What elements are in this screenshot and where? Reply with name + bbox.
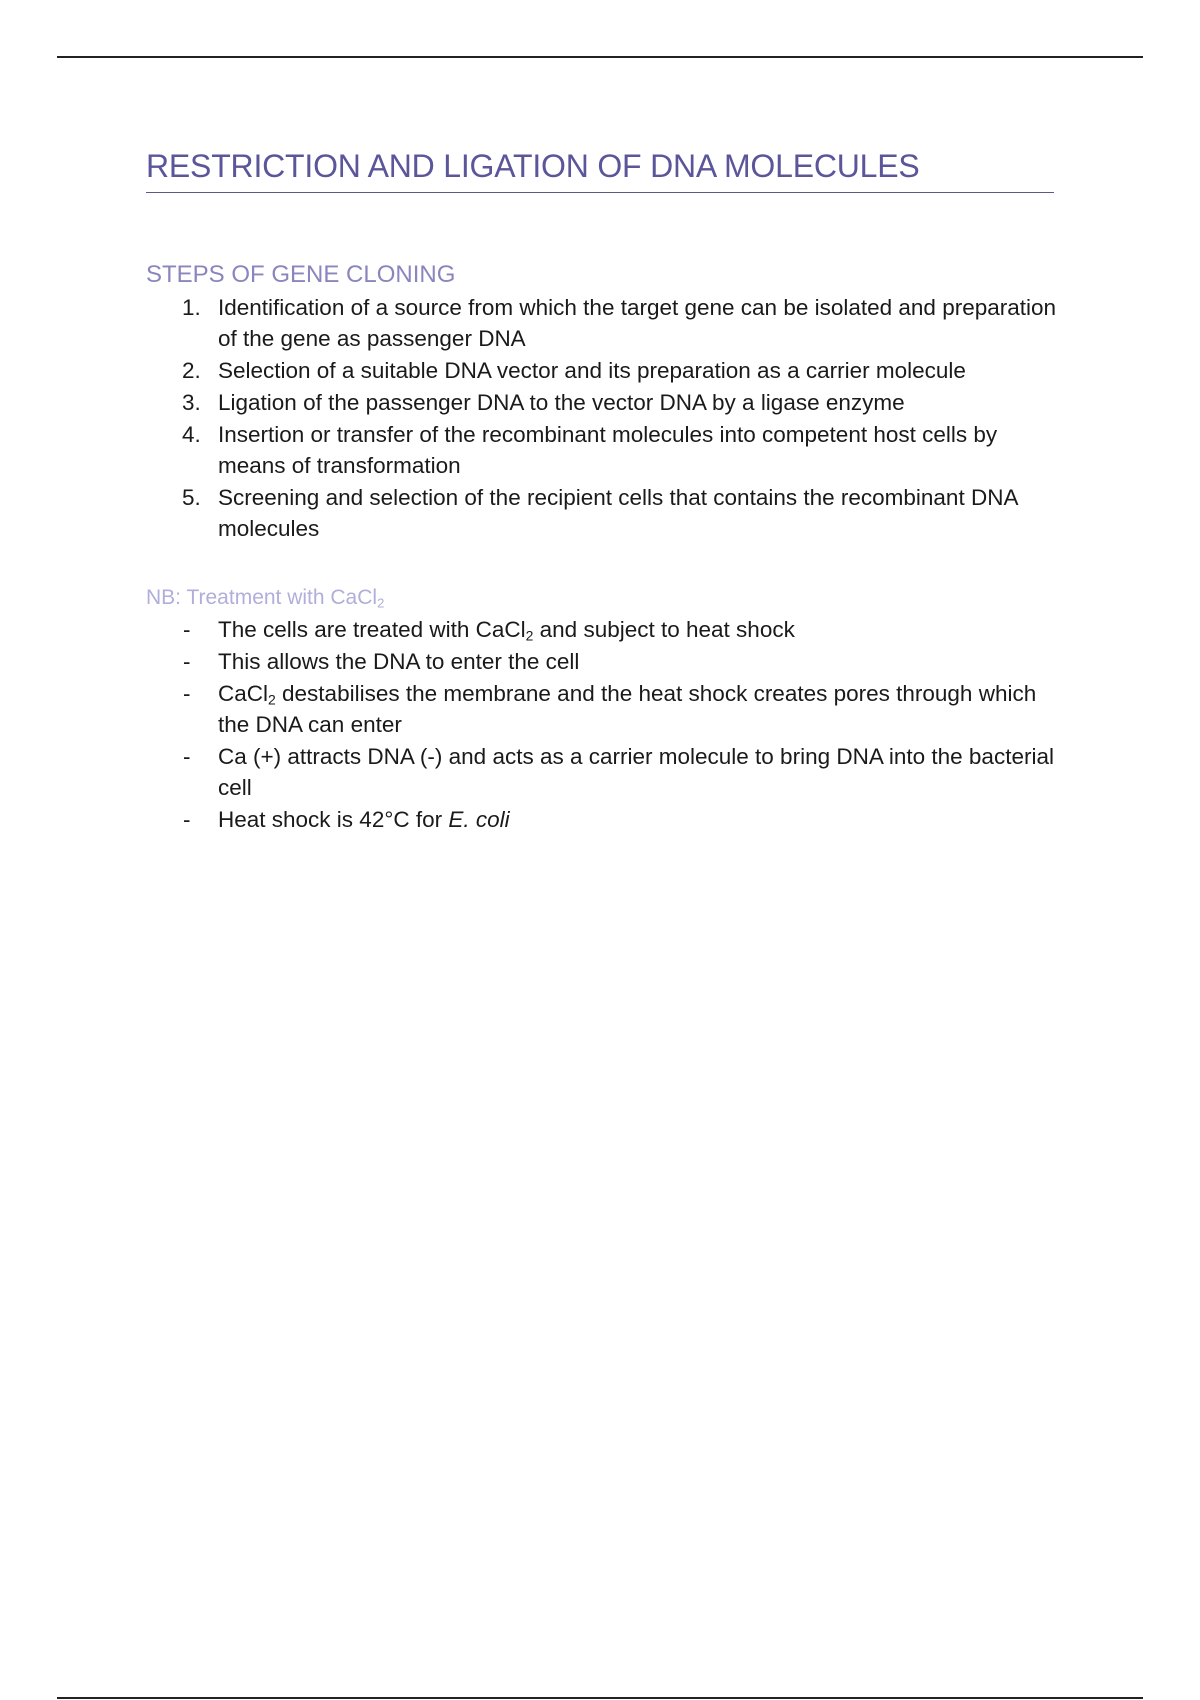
bullet-dash: - — [183, 617, 191, 642]
nb-item — [146, 741, 1066, 803]
nb-item-text-part: and subject to heat shock — [533, 617, 795, 642]
nb-item-subscript: 2 — [268, 691, 276, 708]
nb-item-text — [218, 681, 1036, 737]
document-title: RESTRICTION AND LIGATION OF DNA MOLECULES — [146, 144, 1054, 193]
nb-item-text-part: The cells are treated with CaCl — [218, 617, 526, 642]
nb-item — [146, 804, 1066, 835]
nb-list — [146, 614, 1066, 836]
bottom-page-rule — [57, 1697, 1143, 1699]
steps-list — [146, 292, 1066, 545]
nb-section-heading — [146, 584, 384, 612]
nb-item-text-part: destabilises the membrane and the heat shock creates pores through which the DNA can enter — [218, 681, 1037, 737]
nb-item-text-part: CaCl — [218, 681, 269, 706]
nb-item-text-part: Heat shock is 42°C for — [218, 807, 449, 832]
bullet-dash: - — [183, 744, 191, 769]
organism-name: E. coli — [448, 807, 510, 832]
step-item — [146, 419, 1066, 481]
nb-item — [146, 646, 1066, 677]
bullet-dash: - — [183, 681, 191, 706]
nb-item — [146, 614, 1066, 645]
nb-item-text: Ca (+) attracts DNA (-) and acts as a carrier molecule to bring DNA into the bacterial cell — [218, 744, 1054, 800]
nb-item — [146, 678, 1066, 740]
step-number: 3. — [182, 390, 201, 415]
step-text: Identification of a source from which the target gene can be isolated and preparation of the gene as passenger DNA — [218, 295, 1057, 351]
step-number: 5. — [182, 485, 201, 510]
step-text: Insertion or transfer of the recombinant molecules into competent host cells by means of transformation — [218, 422, 998, 478]
step-number: 1. — [182, 295, 201, 320]
nb-item-text — [218, 617, 795, 642]
step-item — [146, 482, 1066, 544]
bullet-dash: - — [183, 807, 191, 832]
step-number: 2. — [182, 358, 201, 383]
step-item — [146, 387, 1066, 418]
step-number: 4. — [182, 422, 201, 447]
bullet-dash: - — [183, 649, 191, 674]
step-text: Ligation of the passenger DNA to the vector DNA by a ligase enzyme — [218, 390, 905, 415]
nb-item-text — [218, 807, 510, 832]
steps-section-heading: STEPS OF GENE CLONING — [146, 261, 456, 288]
step-item — [146, 292, 1066, 354]
step-item — [146, 355, 1066, 386]
nb-heading-subscript: 2 — [377, 595, 385, 611]
nb-item-subscript: 2 — [525, 627, 534, 644]
nb-heading-text: NB: Treatment with CaCl — [146, 586, 378, 609]
top-page-rule — [57, 56, 1143, 58]
step-text: Screening and selection of the recipient cells that contains the recombinant DNA molecules — [218, 485, 1018, 541]
step-text: Selection of a suitable DNA vector and its preparation as a carrier molecule — [218, 358, 966, 383]
nb-item-text: This allows the DNA to enter the cell — [218, 649, 580, 674]
